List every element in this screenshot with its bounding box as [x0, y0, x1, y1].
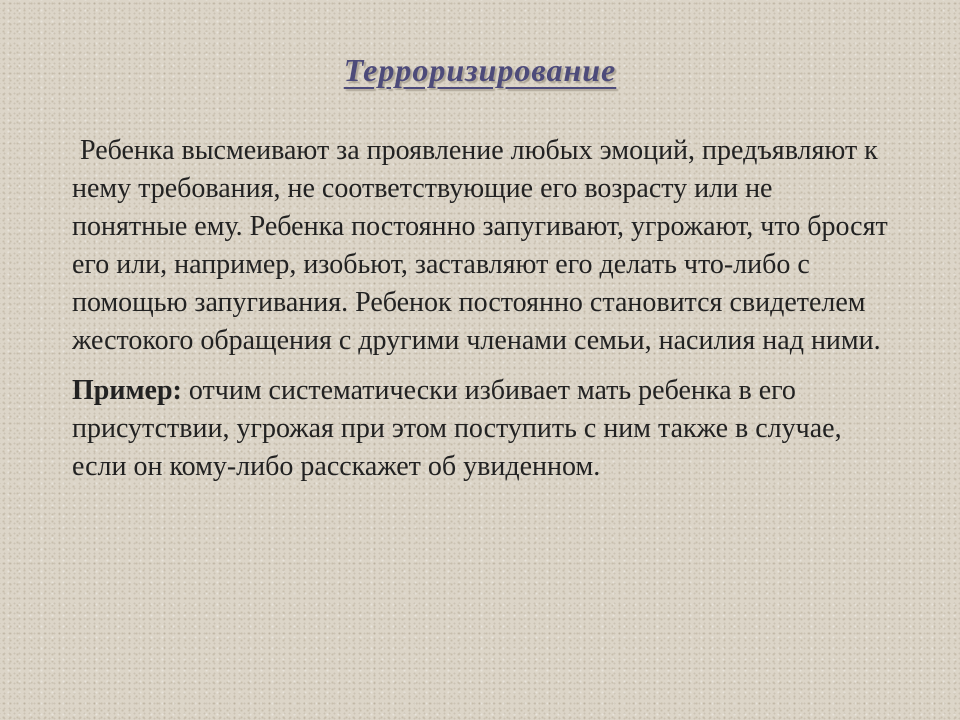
example-label: Пример:: [72, 375, 182, 406]
paragraph-example: [72, 372, 892, 486]
slide-title: Терроризирование: [343, 52, 617, 88]
paragraph-description: Ребенка высмеивают за проявление любых эмоций, предъявляют к нему требования, не соответствующие его возрасту или не понятные ему. Ребенка постоянно запугивают, угрожают, что бросят его или, например, изобьют, заставляют его делать что-либо с помощью запугивания. Ребенок постоянно становится свидетелем жестокого обращения с другими членами семьи, насилия над ними.: [72, 135, 888, 356]
example-text: отчим систематически избивает мать ребенка в его присутствии, угрожая при этом поступить с ним также в случае, если он кому-либо расскажет об увиденном.: [72, 375, 842, 482]
slide-body: [72, 132, 892, 486]
